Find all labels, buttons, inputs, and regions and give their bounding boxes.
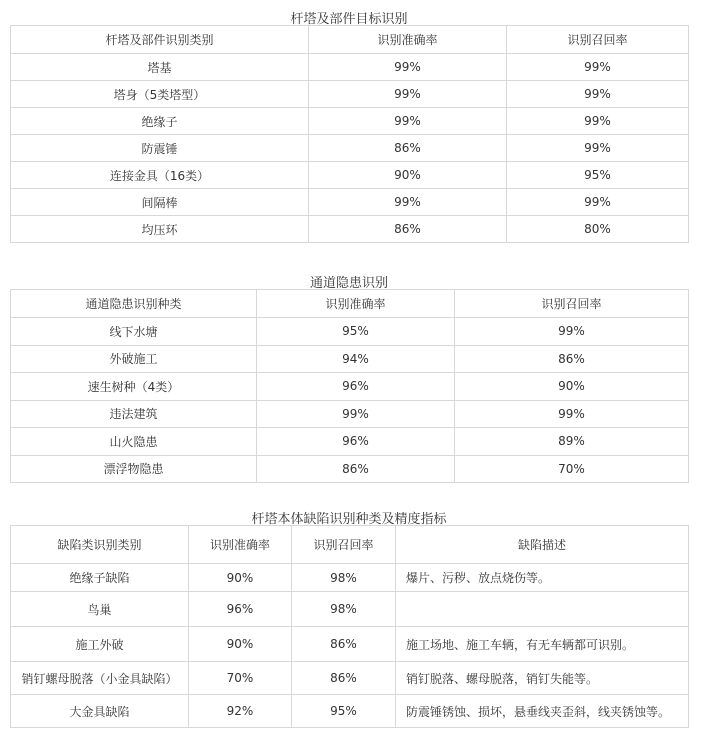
column-header: 通道隐患识别种类 <box>11 290 257 318</box>
table-cell: 99% <box>455 400 689 428</box>
table-row <box>11 627 689 662</box>
defect-recognition-table <box>10 525 689 728</box>
table-cell: 绝缘子 <box>11 108 309 135</box>
table-cell: 速生树种（4类） <box>11 373 257 401</box>
column-header: 识别准确率 <box>257 290 455 318</box>
table-cell: 70% <box>189 662 292 695</box>
channel-hazard-table <box>10 289 689 483</box>
table-cell: 80% <box>507 216 689 243</box>
column-header: 识别召回率 <box>292 526 396 564</box>
table-row <box>11 400 689 428</box>
table-cell: 连接金具（16类） <box>11 162 309 189</box>
table-row <box>11 428 689 456</box>
table-cell: 99% <box>507 189 689 216</box>
table-cell: 99% <box>309 189 507 216</box>
table-row <box>11 592 689 627</box>
table2-title: 通道隐患识别 <box>309 276 388 291</box>
column-header: 识别准确率 <box>309 26 507 54</box>
table-cell: 99% <box>507 135 689 162</box>
table-cell: 86% <box>309 216 507 243</box>
table-cell: 爆片、污秽、放点烧伤等。 <box>396 564 689 592</box>
table-cell: 95% <box>292 695 396 728</box>
table-cell: 违法建筑 <box>11 400 257 428</box>
table-cell: 92% <box>189 695 292 728</box>
table-cell: 大金具缺陷 <box>11 695 189 728</box>
header-row <box>11 526 689 564</box>
table-cell: 防震锤 <box>11 135 309 162</box>
table-cell: 86% <box>257 455 455 483</box>
table-cell: 鸟巢 <box>11 592 189 627</box>
column-header: 识别召回率 <box>455 290 689 318</box>
table1-title: 杆塔及部件目标识别 <box>290 12 408 27</box>
column-header: 识别准确率 <box>189 526 292 564</box>
table-row <box>11 81 689 108</box>
table-cell: 销钉螺母脱落（小金具缺陷） <box>11 662 189 695</box>
table-cell: 99% <box>455 318 689 346</box>
table-cell: 99% <box>309 81 507 108</box>
column-header: 识别召回率 <box>507 26 689 54</box>
table-cell: 施工外破 <box>11 627 189 662</box>
table-cell <box>396 592 689 627</box>
table-cell: 99% <box>257 400 455 428</box>
table-cell: 98% <box>292 592 396 627</box>
header-row <box>11 290 689 318</box>
table-row <box>11 54 689 81</box>
table-cell: 99% <box>309 54 507 81</box>
table-cell: 绝缘子缺陷 <box>11 564 189 592</box>
table-cell: 间隔棒 <box>11 189 309 216</box>
table-row <box>11 189 689 216</box>
table-cell: 86% <box>292 627 396 662</box>
table-cell: 99% <box>507 81 689 108</box>
table-cell: 96% <box>257 373 455 401</box>
table-cell: 90% <box>309 162 507 189</box>
table-cell: 销钉脱落、螺母脱落，销钉失能等。 <box>396 662 689 695</box>
table-cell: 95% <box>507 162 689 189</box>
table-cell: 防震锤锈蚀、损坏，悬垂线夹歪斜，线夹锈蚀等。 <box>396 695 689 728</box>
table-cell: 96% <box>189 592 292 627</box>
table-cell: 山火隐患 <box>11 428 257 456</box>
table-row <box>11 695 689 728</box>
table-cell: 89% <box>455 428 689 456</box>
table-cell: 90% <box>189 564 292 592</box>
table-row <box>11 318 689 346</box>
table-cell: 线下水塘 <box>11 318 257 346</box>
column-header: 缺陷描述 <box>396 526 689 564</box>
table-cell: 99% <box>309 108 507 135</box>
column-header: 杆塔及部件识别类别 <box>11 26 309 54</box>
table-cell: 95% <box>257 318 455 346</box>
table-cell: 施工场地、施工车辆，有无车辆都可识别。 <box>396 627 689 662</box>
table-cell: 漂浮物隐患 <box>11 455 257 483</box>
table-row <box>11 162 689 189</box>
table-row <box>11 345 689 373</box>
table-row <box>11 216 689 243</box>
table-cell: 94% <box>257 345 455 373</box>
table-cell: 86% <box>455 345 689 373</box>
table-row <box>11 455 689 483</box>
header-row <box>11 26 689 54</box>
table-cell: 外破施工 <box>11 345 257 373</box>
table-cell: 99% <box>507 54 689 81</box>
table-row <box>11 108 689 135</box>
table-cell: 均压环 <box>11 216 309 243</box>
table-cell: 99% <box>507 108 689 135</box>
parts-recognition-table <box>10 25 689 243</box>
table3-title: 杆塔本体缺陷识别种类及精度指标 <box>251 512 447 527</box>
table-row <box>11 135 689 162</box>
table-cell: 塔身（5类塔型） <box>11 81 309 108</box>
table-cell: 86% <box>292 662 396 695</box>
table-cell: 86% <box>309 135 507 162</box>
table-cell: 塔基 <box>11 54 309 81</box>
table-cell: 70% <box>455 455 689 483</box>
table-row <box>11 373 689 401</box>
table-cell: 98% <box>292 564 396 592</box>
table-cell: 90% <box>189 627 292 662</box>
table-cell: 96% <box>257 428 455 456</box>
table-cell: 90% <box>455 373 689 401</box>
column-header: 缺陷类识别类别 <box>11 526 189 564</box>
table-row <box>11 662 689 695</box>
table-row <box>11 564 689 592</box>
